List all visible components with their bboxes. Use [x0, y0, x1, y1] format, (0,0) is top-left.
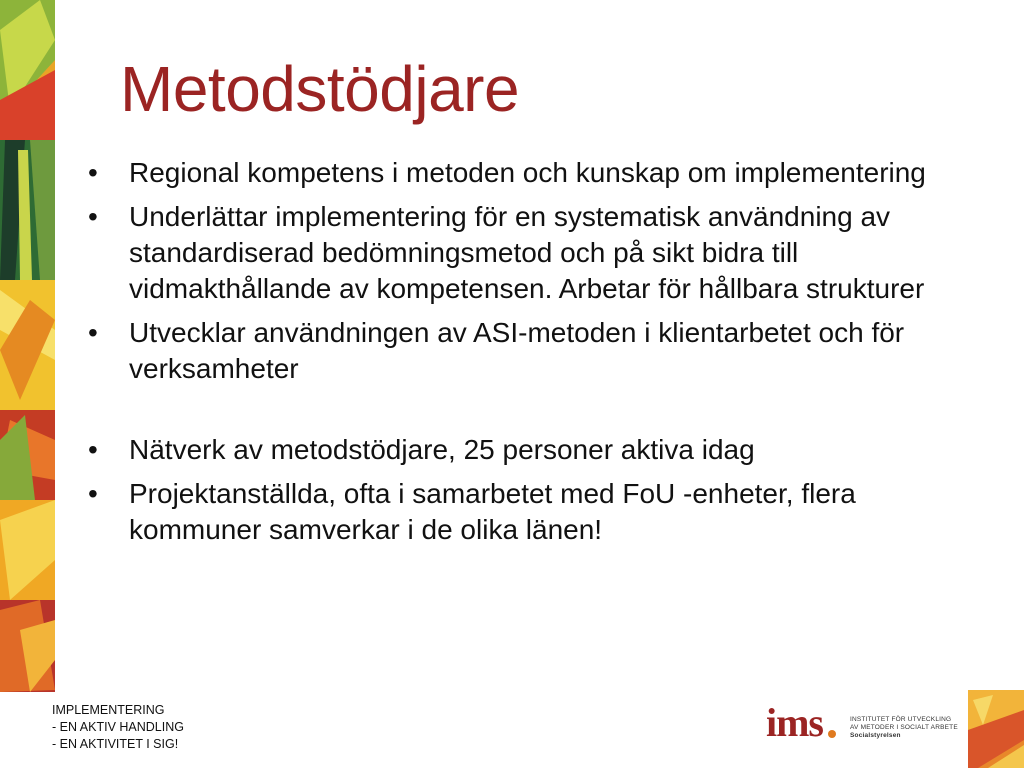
bullet-item — [88, 199, 948, 307]
footer-line: IMPLEMENTERING — [52, 703, 165, 717]
bullet-text: Utvecklar användningen av ASI-metoden i klientarbetet och för verksamheter — [129, 317, 905, 384]
bullet-item — [88, 476, 948, 548]
bullet-dot: • — [88, 434, 98, 465]
bullet-dot: • — [88, 157, 98, 188]
logo-line: INSTITUTET FÖR UTVECKLING — [850, 716, 952, 723]
bullet-item — [88, 155, 948, 191]
logo-dot-icon — [828, 730, 836, 738]
bullet-text: Projektanställda, ofta i samarbetet med FoU -enheter, flera kommuner samverkar i de olika länen! — [129, 478, 856, 545]
footer-line: - EN AKTIV HANDLING — [52, 720, 184, 734]
bullet-dot: • — [88, 317, 98, 348]
bullet-item — [88, 315, 948, 387]
bullet-item — [88, 432, 948, 468]
bullet-dot: • — [88, 201, 98, 232]
bullet-text: Regional kompetens i metoden och kunskap om implementering — [129, 157, 926, 188]
decorative-corner-artwork — [968, 690, 1024, 768]
bullet-dot: • — [88, 478, 98, 509]
bullet-list — [88, 155, 948, 556]
decorative-side-artwork — [0, 0, 55, 692]
logo-line: AV METODER I SOCIALT ARBETE — [850, 724, 958, 731]
footer-tagline — [52, 702, 184, 753]
logo-subtitle — [850, 716, 958, 740]
bullet-text: Underlättar implementering för en systematisk användning av standardiserad bedömningsmetod och på sikt bidra till vidmakthållande av kompetensen. Arbetar för hållbara strukturer — [129, 201, 925, 304]
footer-line: - EN AKTIVITET I SIG! — [52, 737, 179, 751]
bullet-text: Nätverk av metodstödjare, 25 personer aktiva idag — [129, 434, 755, 465]
slide-title: Metodstödjare — [120, 53, 520, 125]
ims-logo — [766, 700, 958, 745]
logo-mark: ims — [766, 700, 823, 745]
logo-org: Socialstyrelsen — [850, 732, 901, 739]
